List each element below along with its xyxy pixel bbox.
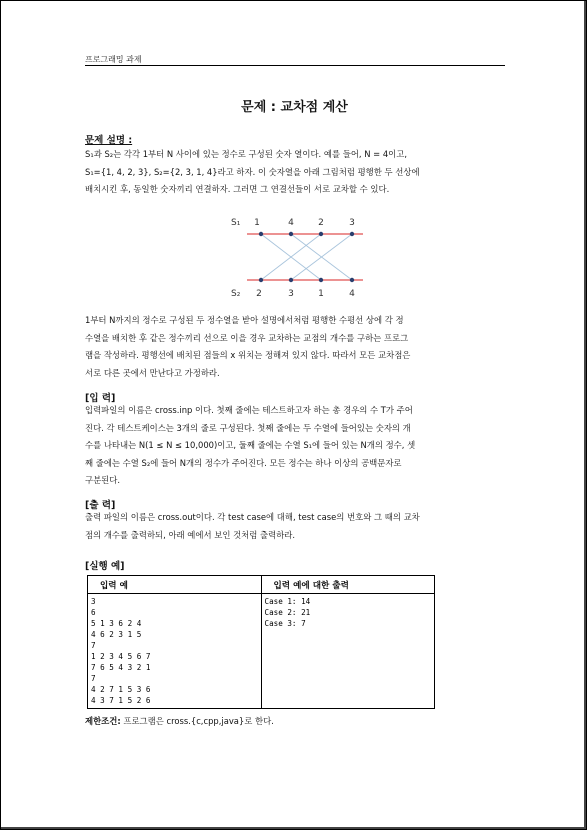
diagram-bottom-label: S₂	[231, 289, 241, 299]
intro-line-1-text: 과 S₂는 각각 1부터 N 사이에 있는 정수로 구성된 숫자 열이다. 예를 들어, N = 4이고,	[93, 149, 408, 159]
problem-description	[85, 312, 505, 382]
bottom-number: 2	[256, 289, 262, 299]
intro-s1: S₁	[85, 149, 94, 159]
desc-line-4: 서로 다른 곳에서 만난다고 가정하라.	[85, 367, 220, 378]
problem-heading: 문제 설명 :	[85, 135, 133, 146]
output-heading: [출 력]	[85, 500, 116, 511]
desc-line-2: 수열을 배치한 후 같은 정수끼리 선으로 이을 경우 교차하는 교점의 개수를 구하는 프로그	[85, 332, 409, 343]
example-output-cell	[261, 594, 435, 709]
example-output-line: Case 2: 21	[264, 608, 311, 617]
example-input-line: 7 6 5 4 3 2 1	[91, 663, 151, 672]
example-input-line: 4 6 2 3 1 5	[91, 630, 142, 639]
example-input-line: 5 1 3 6 2 4	[91, 619, 142, 628]
bottom-dot	[289, 278, 293, 282]
intro-line-2: S₁={1, 4, 2, 3}, S₂={2, 3, 1, 4}라고 하자. 이 숫자열을 아래 그림처럼 평행한 두 선상에	[85, 166, 420, 177]
top-number: 1	[254, 218, 260, 228]
bottom-number: 3	[288, 289, 294, 299]
top-number: 3	[349, 218, 355, 228]
input-line-5: 구분된다.	[85, 475, 121, 485]
example-input-line: 3	[91, 597, 96, 606]
bottom-number: 1	[318, 289, 324, 299]
top-number: 2	[318, 218, 324, 228]
output-line-1: 출력 파일의 이름은 cross.out이다. 각 test case에 대해, test case의 번호와 그 때의 교차	[85, 512, 420, 522]
input-line-3: 수를 나타내는 N(1 ≤ N ≤ 10,000)이고, 둘째 줄에는 수열 S₁에 들어 있는 N개의 정수, 셋	[85, 440, 416, 450]
page-title: 문제 : 교차점 계산	[241, 100, 348, 115]
top-dot	[259, 232, 263, 236]
diagram-cross-lines	[261, 234, 352, 280]
input-line-4: 째 줄에는 수열 S₂에 들어 N개의 정수가 주어진다. 모든 정수는 하나 이상의 공백문자로	[85, 457, 402, 468]
limit-text: 프로그램은 cross.{c,cpp,java}로 한다.	[120, 716, 274, 726]
top-dot	[319, 232, 323, 236]
example-input-line: 7	[91, 674, 96, 683]
top-number: 4	[288, 218, 294, 228]
example-input-line: 6	[91, 608, 96, 617]
crossing-diagram	[221, 209, 371, 304]
bottom-dot	[350, 278, 354, 282]
output-description	[85, 509, 505, 544]
desc-line-1: 1부터 N까지의 정수로 구성된 두 정수열을 받아 설명에서처럼 평행한 수평선 상에 각 정	[85, 315, 404, 325]
example-input-line: 4 2 7 1 5 3 6	[91, 685, 151, 694]
diagram-bottom-numbers	[256, 289, 355, 299]
output-line-2: 점의 개수를 출력하되, 아래 예에서 보인 것처럼 출력하라.	[85, 529, 296, 540]
bottom-dot	[319, 278, 323, 282]
example-output-line: Case 3: 7	[264, 619, 306, 628]
desc-line-3: 램을 작성하라. 평행선에 배치된 점들의 x 위치는 정해져 있지 않다. 따라서 모든 교차점은	[85, 350, 411, 360]
intro-line-3: 배치시킨 후, 동일한 숫자끼리 연결하자. 그러면 그 연결선들이 서로 교차할 수 있다.	[85, 184, 390, 194]
intro-line-1	[85, 146, 505, 164]
diagram-top-numbers	[254, 218, 355, 228]
top-dot	[289, 232, 293, 236]
input-heading: [입 력]	[85, 393, 116, 404]
diagram-top-label: S₁	[231, 218, 241, 228]
example-input-line: 7	[91, 641, 96, 650]
example-input-line: 1 2 3 4 5 6 7	[91, 652, 151, 661]
bottom-number: 4	[349, 289, 355, 299]
diagram-dots	[259, 232, 354, 282]
input-description	[85, 402, 505, 490]
example-heading: [실행 예]	[85, 561, 125, 572]
bottom-dot	[259, 278, 263, 282]
problem-intro	[85, 146, 505, 199]
example-input-cell	[88, 594, 262, 709]
example-input-header: 입력 예	[88, 576, 262, 594]
header-text: 프로그래밍 과제	[85, 55, 142, 64]
input-line-1: 입력파일의 이름은 cross.inp 이다. 첫째 줄에는 테스트하고자 하는 총 경우의 수 T가 주어	[85, 405, 413, 415]
example-output-line: Case 1: 14	[264, 597, 311, 606]
top-dot	[350, 232, 354, 236]
example-table	[87, 575, 435, 709]
example-output-header: 입력 예에 대한 출력	[261, 576, 435, 594]
limit-label: 제한조건:	[85, 716, 121, 726]
example-input-line: 4 3 7 1 5 2 6	[91, 696, 151, 705]
header-rule	[85, 65, 505, 66]
input-line-2: 진다. 각 테스트케이스는 3개의 줄로 구성된다. 첫째 줄에는 두 수열에 들어있는 숫자의 개	[85, 422, 411, 433]
limit-note	[85, 715, 274, 727]
